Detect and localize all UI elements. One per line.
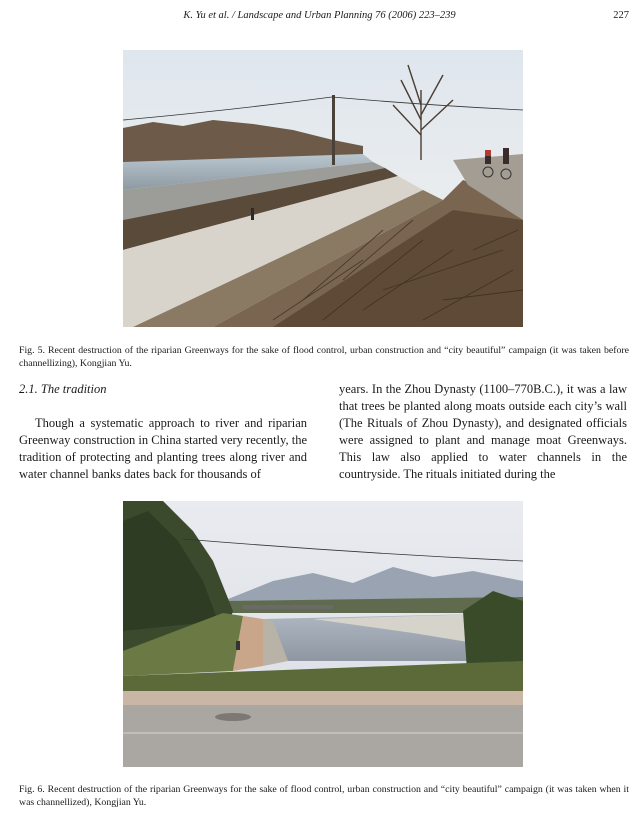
figure-6-photo xyxy=(123,501,523,767)
figure-6-caption: Fig. 6. Recent destruction of the riparian Greenways for the sake of flood control, urban construction and “city beautiful” campaign (it was taken when it was channellized), Kongjian Yu. xyxy=(19,784,629,808)
figure-5-caption: Fig. 5. Recent destruction of the riparian Greenways for the sake of flood control, urban construction and “city beautiful” campaign (it was taken before channellizing), Kongjian Yu. xyxy=(19,345,629,369)
running-head xyxy=(0,10,639,26)
section-heading: 2.1. The tradition xyxy=(19,382,107,396)
body-text-right-column: years. In the Zhou Dynasty (1100–770B.C.), it was a law that trees be planted along moats outside each city’s wall (The Rituals of Zhou Dynasty), and designated officials were assigned to plant and manage moat Greenways. This law also applied to water channels in the countryside. The rituals initiated during the xyxy=(339,382,627,481)
page-number: 227 xyxy=(613,10,629,21)
figure-5-photo xyxy=(123,50,523,327)
body-text-left-column: Though a systematic approach to river and riparian Greenway construction in China started very recently, the tradition of protecting and planting trees along river and water channel banks dates back for thousands of xyxy=(19,416,307,481)
journal-citation: K. Yu et al. / Landscape and Urban Planning 76 (2006) 223–239 xyxy=(183,10,456,21)
